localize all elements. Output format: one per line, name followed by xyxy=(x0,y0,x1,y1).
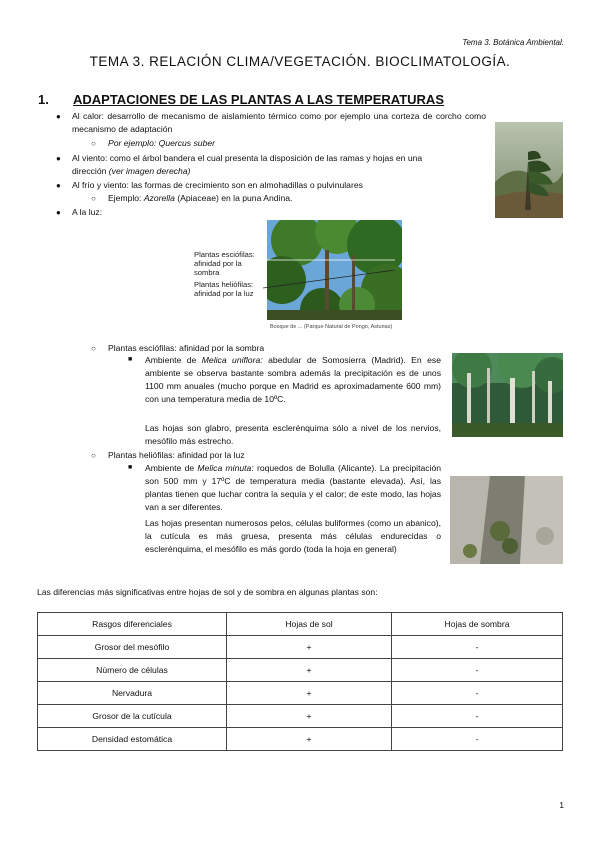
table-intro: Las diferencias más significativas entre hojas de sol y de sombra en algunas plantas son: xyxy=(37,587,378,597)
figure-caption: Bosque de ... (Parque Natural de Pongo, Asturias) xyxy=(270,324,393,330)
heliofilas-p1-a: Ambiente de xyxy=(145,463,198,473)
table-cell: - xyxy=(392,705,563,728)
bullet-frio: Al frío y viento: las formas de crecimiento son en almohadillas o pulvinulares xyxy=(72,180,363,190)
table-cell: - xyxy=(392,659,563,682)
birch-forest-photo xyxy=(452,353,563,437)
table-cell: + xyxy=(227,682,392,705)
viento-text: dirección xyxy=(72,166,109,176)
heliofilas-p1-c: : roquedos de Bolulla (Alicante). La precipitación son 500 mm y 17ºC de temperatura media (bastante elevada). Así, las plantas tienen que luchar contra la sequía y el calor; de este modo, las hojas van a ser diferentes. xyxy=(145,463,442,512)
table-row xyxy=(38,659,563,682)
heliofilas-heading: Plantas heliófilas: afinidad por la luz xyxy=(108,450,245,460)
differences-table xyxy=(37,612,563,751)
running-head: Tema 3. Botánica Ambiental. xyxy=(462,38,564,47)
bullet-icon: ● xyxy=(56,181,61,190)
calor-example xyxy=(108,137,215,150)
table-cell: Nervadura xyxy=(38,682,227,705)
heliofilas-p1-b: Melica minuta xyxy=(197,463,252,473)
esciofilas-paragraph-2: Las hojas son glabro, presenta esclerénquima sólo a nivel de los nervios, mesófilo más estrecho. xyxy=(145,423,441,446)
esciofilas-p1-a: Ambiente de xyxy=(145,355,202,365)
table-cell: + xyxy=(227,636,392,659)
table-cell: - xyxy=(392,682,563,705)
heliofilas-paragraph-2: Las hojas presentan numerosos pelos, células buliformes (como un abanico), la cutícula es más gruesa, presenta más células endurecidas o esclerénquima, el mesófilo es más gordo (toda la hoja en general) xyxy=(145,518,441,554)
heliofilas-paragraph-1 xyxy=(145,462,441,514)
esciofilas-heading: Plantas esciófilas: afinidad por la sombra xyxy=(108,343,265,353)
bullet-viento-line1: Al viento: como el árbol bandera el cual presenta la disposición de las ramas y hojas en una xyxy=(72,153,423,163)
label-esciofilas: Plantas esciófilas: afinidad por la sombra xyxy=(194,250,255,277)
rocky-outcrop-photo xyxy=(450,476,563,564)
esciofilas-p1-b: Melica uniflora: xyxy=(201,355,263,365)
section-heading xyxy=(38,92,444,107)
table-cell: + xyxy=(227,705,392,728)
table-cell: - xyxy=(392,636,563,659)
bullet-calor: Al calor: desarrollo de mecanismo de aislamiento térmico como por ejemplo una corteza de corcho como mecanismo de adaptación xyxy=(72,111,486,134)
bullet-icon: ● xyxy=(56,208,61,217)
calor-example-text: Por ejemplo: Quercus suber xyxy=(108,138,215,148)
square-bullet-icon: ■ xyxy=(128,464,133,471)
frio-example-b: Azorella xyxy=(143,193,175,203)
table-cell: Grosor del mesófilo xyxy=(38,636,227,659)
bullet-viento-line2 xyxy=(72,165,190,178)
table-header-cell: Hojas de sombra xyxy=(392,613,563,636)
circle-bullet-icon: ○ xyxy=(91,194,96,203)
frio-example xyxy=(108,192,292,205)
flag-tree-photo xyxy=(495,122,563,218)
page-title: TEMA 3. RELACIÓN CLIMA/VEGETACIÓN. BIOCLIMATOLOGÍA. xyxy=(89,54,511,69)
table-row xyxy=(38,728,563,751)
table-cell: - xyxy=(392,728,563,751)
square-bullet-icon: ■ xyxy=(128,356,133,363)
frio-example-a: Ejemplo: xyxy=(108,193,144,203)
section-number: 1. xyxy=(38,92,49,107)
table-header-cell: Hojas de sol xyxy=(227,613,392,636)
table-row xyxy=(38,636,563,659)
table-header-cell: Rasgos diferenciales xyxy=(38,613,227,636)
table-row xyxy=(38,705,563,728)
circle-bullet-icon: ○ xyxy=(91,139,96,148)
section-title: ADAPTACIONES DE LAS PLANTAS A LAS TEMPERATURAS xyxy=(73,92,444,107)
circle-bullet-icon: ○ xyxy=(91,451,96,460)
bullet-luz: A la luz: xyxy=(72,207,103,217)
table-cell: + xyxy=(227,728,392,751)
bullet-icon: ● xyxy=(56,154,61,163)
table-cell: Número de células xyxy=(38,659,227,682)
frio-example-c: (Apiaceae) en la puna Andina. xyxy=(174,193,293,203)
esciofilas-p1-c: abedular de Somosierra (Madrid). En ese ambiente se observa bastante sombra además la precipitación es de unos 1100 mm anuales (mucho porque en Madrid es aproximadamente 600 mm) con una temperatura media de 10ºC. xyxy=(145,355,441,404)
circle-bullet-icon: ○ xyxy=(91,344,96,353)
table-cell: Densidad estomática xyxy=(38,728,227,751)
figure-pointer-lines xyxy=(255,250,405,300)
label-heliofilas: Plantas heliófilas: afinidad por la luz xyxy=(194,280,254,298)
table-cell: + xyxy=(227,659,392,682)
bullet-icon: ● xyxy=(56,112,61,121)
table-cell: Grosor de la cutícula xyxy=(38,705,227,728)
table-header-row xyxy=(38,613,563,636)
viento-ref: (ver imagen derecha) xyxy=(108,166,191,176)
esciofilas-paragraph-1 xyxy=(145,354,441,406)
page-number: 1 xyxy=(559,800,564,810)
table-row xyxy=(38,682,563,705)
